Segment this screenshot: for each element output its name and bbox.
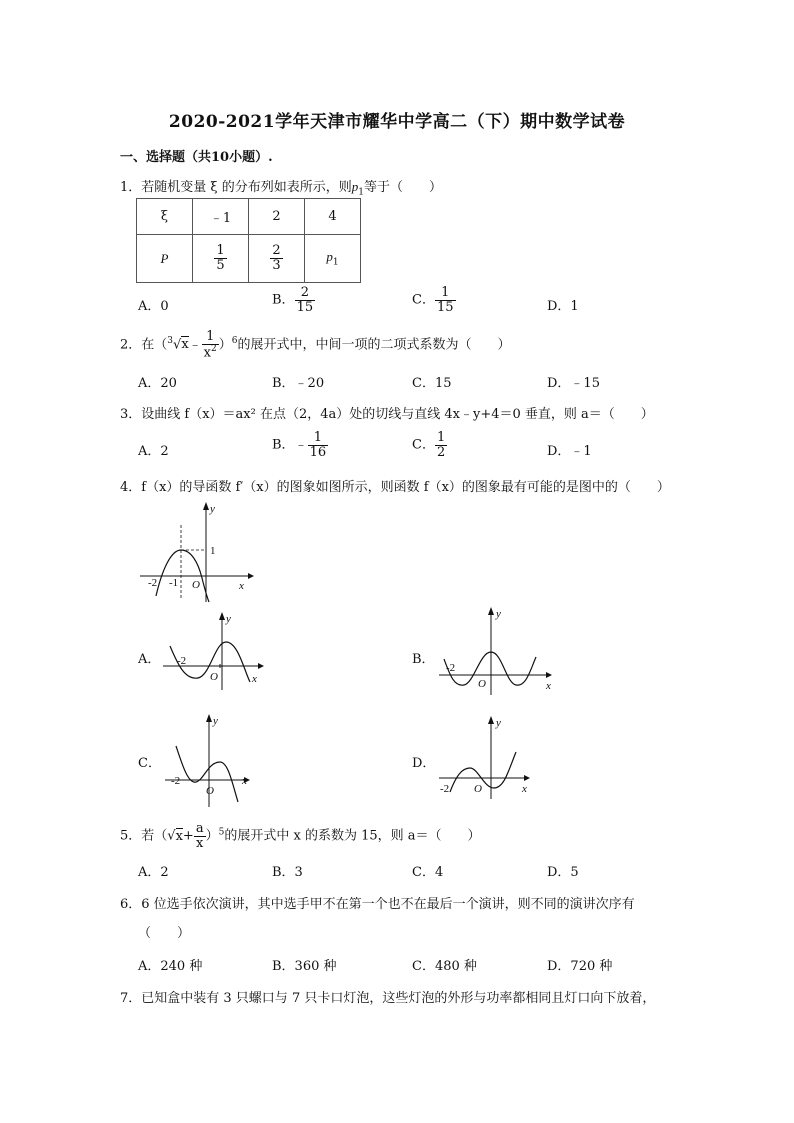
question-6: 6．6 位选手依次演讲，其中选手甲不在第一个也不在最后一个演讲，则不同的演讲次序有 bbox=[120, 897, 635, 912]
p1-var: p bbox=[326, 249, 333, 265]
q2-prefix: 2．在（ bbox=[120, 337, 168, 353]
origin-label: O bbox=[474, 783, 482, 795]
question-4: 4．f（x）的导函数 f′（x）的图象如图所示，则函数 f（x）的图象最有可能的是图中的（ ） bbox=[120, 480, 670, 495]
y-label: y bbox=[213, 715, 218, 727]
close-paren: ） bbox=[218, 337, 232, 353]
q3-option-a[interactable]: A．2 bbox=[138, 444, 169, 459]
q1-option-c[interactable] bbox=[412, 286, 456, 314]
x-label: x bbox=[546, 680, 551, 692]
y-axis-arrow bbox=[219, 612, 225, 620]
x-axis-arrow bbox=[258, 663, 264, 669]
question-1 bbox=[120, 176, 442, 198]
table-cell: ξ bbox=[137, 199, 193, 235]
origin-label: O bbox=[192, 579, 200, 591]
q6-option-c[interactable]: C．480 种 bbox=[412, 959, 477, 974]
plus-sign: + bbox=[182, 828, 194, 844]
y-axis-arrow bbox=[488, 716, 494, 724]
origin-label: O bbox=[206, 785, 214, 797]
q1-option-a[interactable]: A．0 bbox=[138, 299, 169, 314]
tick-label: -2 bbox=[171, 775, 181, 787]
root-body: x bbox=[175, 828, 183, 844]
fraction-denominator: 15 bbox=[296, 299, 314, 315]
q1-option-d[interactable]: D．1 bbox=[547, 299, 579, 314]
fraction bbox=[295, 286, 316, 314]
fraction bbox=[435, 286, 456, 314]
q3-option-d[interactable]: D．﹣1 bbox=[547, 444, 592, 459]
fraction-denominator: x bbox=[196, 835, 204, 851]
x-axis-arrow bbox=[248, 573, 254, 579]
option-label: C． bbox=[412, 437, 435, 453]
q5-option-d[interactable]: D．5 bbox=[547, 865, 579, 880]
sqrt-sign: √ bbox=[173, 337, 182, 353]
distribution-table bbox=[136, 198, 361, 283]
tick-label: -2 bbox=[440, 783, 450, 795]
fraction-numerator: 1 bbox=[308, 431, 329, 446]
fraction-numerator: a bbox=[195, 821, 204, 836]
close-paren: ） bbox=[205, 828, 219, 844]
tick-label: -2 bbox=[446, 662, 456, 674]
fraction bbox=[308, 431, 329, 459]
table-cell bbox=[249, 235, 305, 283]
q5-option-b[interactable]: B．3 bbox=[272, 865, 303, 880]
option-label: C． bbox=[412, 292, 435, 308]
q5-prefix: 5．若（ bbox=[120, 828, 168, 844]
fraction-numerator: 1 bbox=[435, 286, 456, 301]
fraction-denominator: 5 bbox=[216, 258, 225, 273]
fraction bbox=[214, 244, 226, 272]
q3-option-b[interactable] bbox=[272, 431, 328, 459]
q1-option-b[interactable] bbox=[272, 286, 315, 314]
q6-option-a[interactable]: A．240 种 bbox=[138, 959, 203, 974]
q4-option-b[interactable]: B． bbox=[412, 652, 435, 667]
q6-option-b[interactable]: B．360 种 bbox=[272, 959, 337, 974]
graph-d[interactable] bbox=[436, 714, 536, 799]
q5-suffix: 的展开式中 x 的系数为 15，则 a＝（ ） bbox=[224, 828, 481, 844]
q6-option-d[interactable]: D．720 种 bbox=[547, 959, 613, 974]
q4-option-d[interactable]: D． bbox=[412, 756, 436, 771]
question-6-cont: （ ） bbox=[138, 926, 191, 941]
q2-option-a[interactable]: A．20 bbox=[138, 376, 177, 391]
x-axis-arrow bbox=[524, 775, 530, 781]
y-axis-arrow bbox=[488, 607, 494, 615]
sqrt-sign: √ bbox=[167, 828, 176, 844]
q5-option-a[interactable]: A．2 bbox=[138, 865, 169, 880]
table-cell bbox=[193, 235, 249, 283]
fraction-denominator bbox=[202, 345, 219, 360]
fraction bbox=[202, 330, 219, 360]
den-base: x bbox=[203, 344, 212, 360]
fraction bbox=[194, 822, 206, 850]
exponent: 5 bbox=[218, 827, 225, 838]
x-label: x bbox=[522, 783, 527, 795]
tick-label: -2 bbox=[148, 577, 158, 589]
q2-option-b[interactable]: B．﹣20 bbox=[272, 376, 325, 391]
fraction-denominator: 16 bbox=[309, 444, 327, 460]
origin-label: O bbox=[478, 678, 486, 690]
y-label: y bbox=[226, 613, 231, 625]
y-axis-arrow bbox=[206, 714, 212, 722]
derivative-graph bbox=[136, 500, 256, 605]
x-axis-arrow bbox=[546, 672, 552, 678]
fraction-denominator: 3 bbox=[272, 258, 281, 273]
q5-option-c[interactable]: C．4 bbox=[412, 865, 444, 880]
curve bbox=[444, 652, 536, 685]
question-5 bbox=[120, 822, 481, 850]
root-body: x bbox=[181, 337, 189, 353]
fraction-denominator: 2 bbox=[436, 444, 446, 460]
section-heading: 一、选择题（共10小题）. bbox=[120, 150, 273, 165]
p1-sub: 1 bbox=[332, 257, 339, 268]
x-label: x bbox=[242, 775, 247, 787]
question-1-text-a: 1．若随机变量 ξ 的分布列如表所示，则 bbox=[120, 180, 352, 195]
q4-option-c[interactable]: C． bbox=[138, 756, 161, 771]
table-cell: ﹣1 bbox=[193, 199, 249, 235]
q2-option-c[interactable]: C．15 bbox=[412, 376, 452, 391]
q2-option-d[interactable]: D．﹣15 bbox=[547, 376, 600, 391]
tick-label: -2 bbox=[177, 655, 187, 667]
table-cell: 4 bbox=[305, 199, 361, 235]
table-cell bbox=[305, 235, 361, 283]
tick-label: 1 bbox=[210, 545, 216, 557]
x-label: x bbox=[239, 580, 244, 592]
fraction bbox=[435, 431, 447, 459]
table-cell: P bbox=[137, 235, 193, 283]
fraction-numerator: 1 bbox=[436, 430, 446, 445]
fraction-numerator: 1 bbox=[216, 243, 225, 259]
page-title: 2020-2021学年天津市耀华中学高二（下）期中数学试卷 bbox=[168, 112, 626, 132]
question-1-var-sub: 1 bbox=[358, 187, 364, 198]
minus-sign: ﹣ bbox=[188, 337, 202, 353]
y-label: y bbox=[210, 503, 215, 515]
tick-label: -1 bbox=[169, 577, 179, 589]
origin-label: O bbox=[210, 671, 218, 683]
y-label: y bbox=[496, 717, 501, 729]
y-label: y bbox=[496, 608, 501, 620]
fraction bbox=[270, 244, 282, 272]
q3-option-c[interactable] bbox=[412, 431, 447, 459]
question-7: 7．已知盒中装有 3 只螺口与 7 只卡口灯泡，这些灯泡的外形与功率都相同且灯口向下放着， bbox=[120, 991, 656, 1006]
graph-a[interactable] bbox=[160, 610, 270, 690]
root-index: 3 bbox=[167, 335, 174, 346]
fraction-numerator: 2 bbox=[272, 243, 281, 259]
fraction-numerator: 1 bbox=[202, 330, 219, 345]
question-1-var: p bbox=[351, 179, 359, 194]
fraction-numerator: 2 bbox=[295, 286, 316, 301]
q2-suffix: 的展开式中，中间一项的二项式系数为（ ） bbox=[237, 337, 511, 353]
option-label: B． bbox=[272, 292, 295, 308]
fraction-denominator: 15 bbox=[436, 299, 454, 315]
question-1-text-b: 等于（ ） bbox=[363, 180, 442, 195]
y-axis-arrow bbox=[203, 502, 209, 510]
q4-option-a[interactable]: A． bbox=[138, 652, 161, 667]
den-exponent: 2 bbox=[211, 343, 217, 354]
exponent: 6 bbox=[231, 335, 238, 346]
question-3: 3．设曲线 f（x）＝ax² 在点（2，4a）处的切线与直线 4x﹣y+4＝0 垂直，则 a＝（ ） bbox=[120, 407, 654, 422]
x-label: x bbox=[252, 673, 257, 685]
table-cell: 2 bbox=[249, 199, 305, 235]
graph-c[interactable] bbox=[162, 712, 257, 807]
curve bbox=[450, 752, 516, 792]
graph-b[interactable] bbox=[436, 605, 556, 695]
option-label: B．﹣ bbox=[272, 437, 308, 453]
question-2 bbox=[120, 330, 511, 360]
